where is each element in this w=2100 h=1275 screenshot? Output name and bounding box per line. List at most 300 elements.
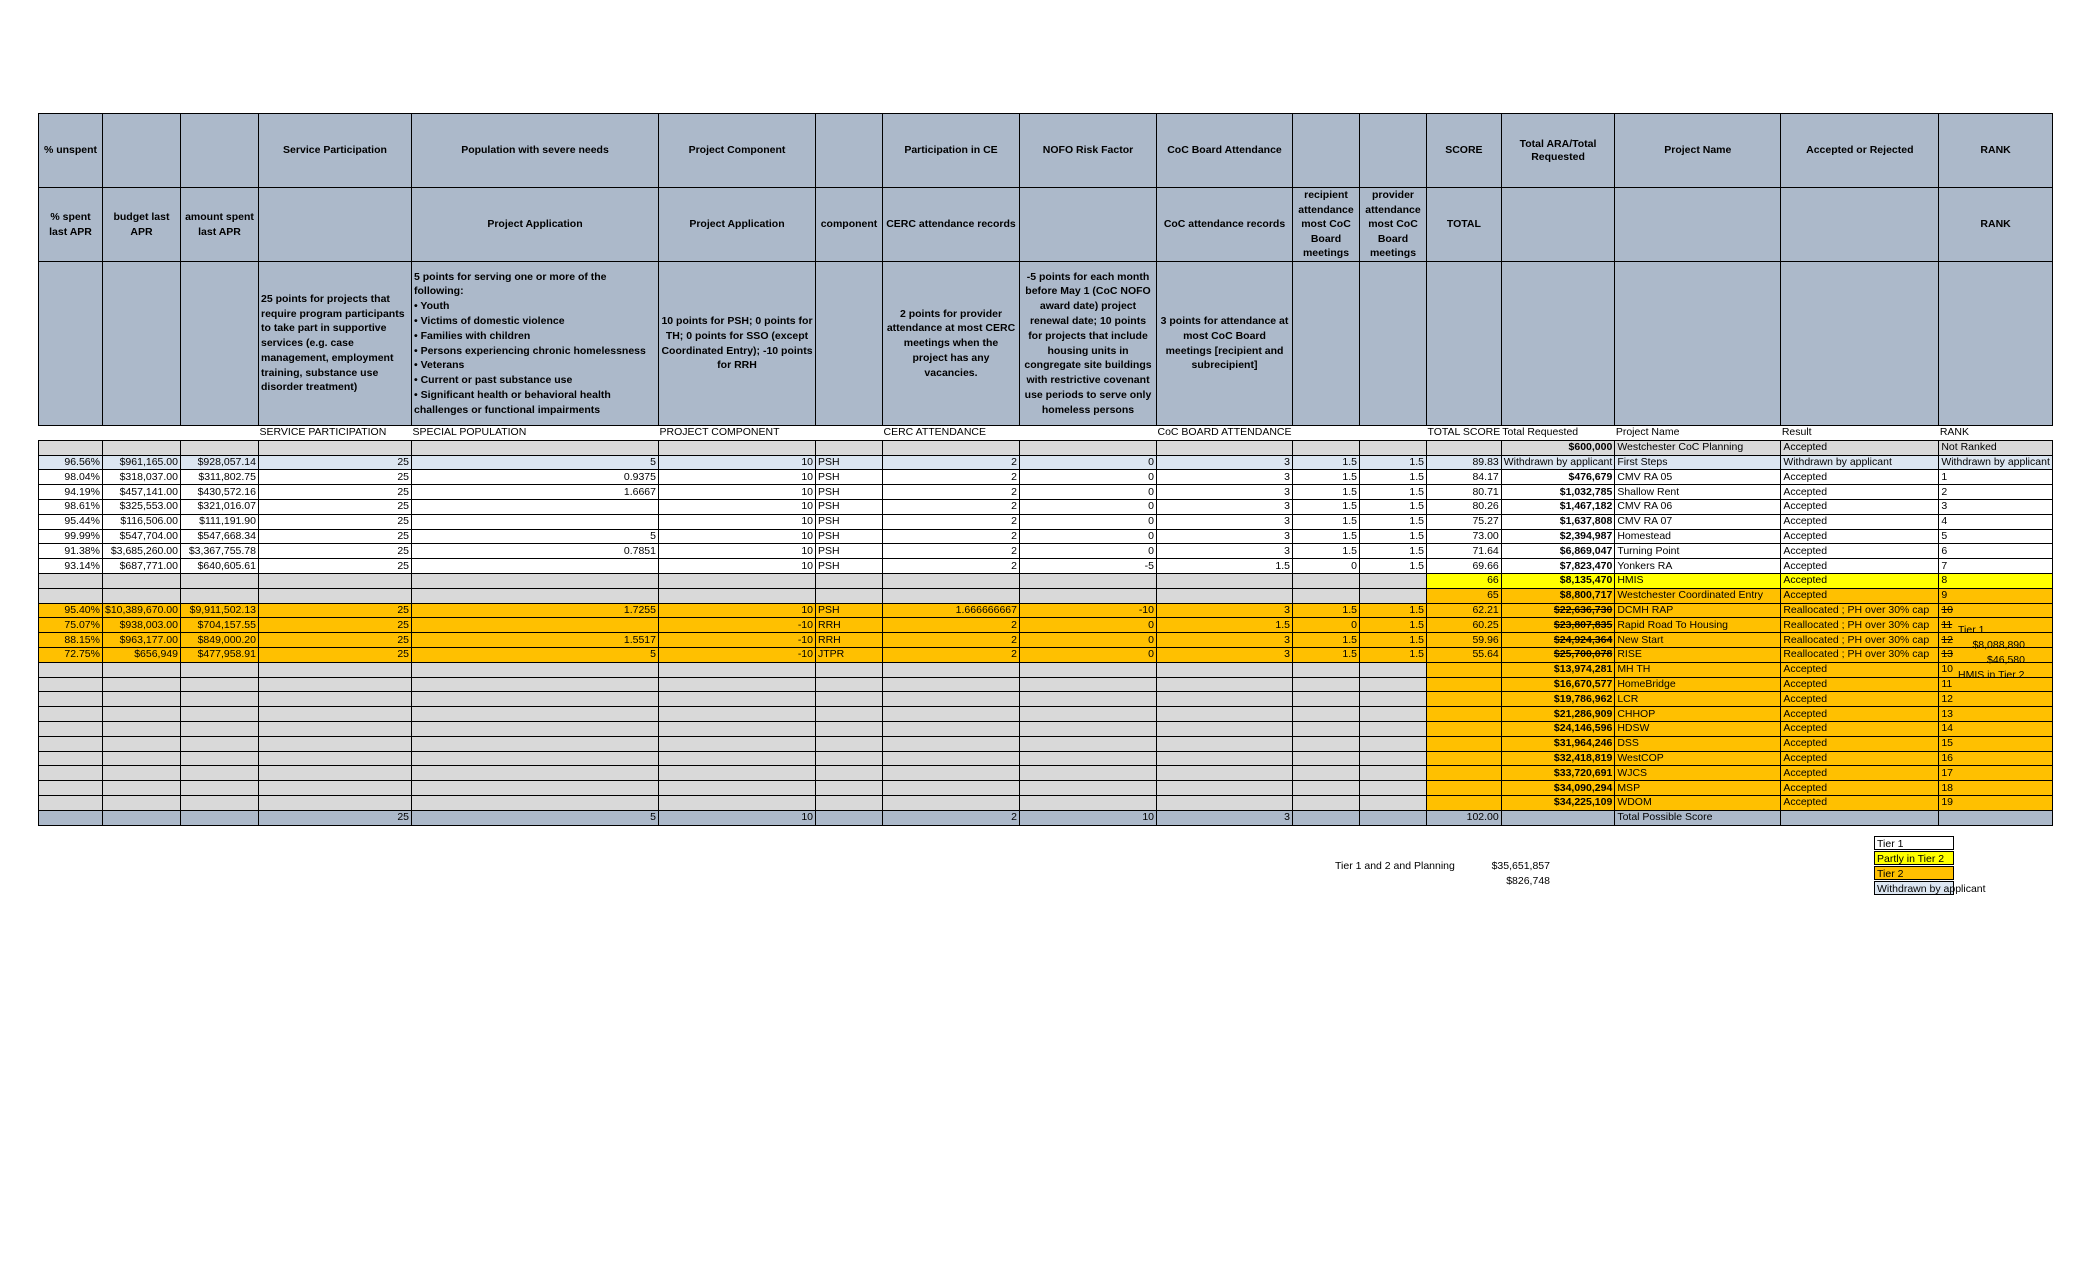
summary-label: Tier 1 and 2 and Planning	[1335, 860, 1455, 872]
table-cell: 98.61%	[39, 499, 103, 514]
table-cell	[181, 573, 259, 588]
table-cell: 10	[659, 455, 816, 470]
table-cell	[412, 781, 659, 796]
subheader-cell: provider attendance most CoC Board meetings	[1360, 188, 1427, 262]
header-cell	[181, 114, 259, 188]
table-cell: PSH	[816, 470, 883, 485]
table-row	[39, 692, 2053, 707]
table-cell	[816, 677, 883, 692]
table-cell	[259, 707, 412, 722]
table-row	[39, 766, 2053, 781]
tier1-amount: $8,088,890	[1972, 639, 2025, 651]
subheader-cell: component	[816, 188, 883, 262]
table-cell: HMIS	[1615, 573, 1781, 588]
table-cell: WJCS	[1615, 766, 1781, 781]
table-cell	[1360, 781, 1427, 796]
table-cell: Reallocated ; PH over 30% cap	[1781, 603, 1939, 618]
table-cell	[1020, 751, 1157, 766]
table-cell	[103, 677, 181, 692]
table-cell: 3	[1157, 647, 1293, 662]
table-cell: $6,869,047	[1501, 544, 1615, 559]
table-cell: 12	[1939, 692, 2053, 707]
table-cell	[1360, 573, 1427, 588]
table-cell	[259, 795, 412, 810]
table-cell: 1.5	[1293, 485, 1360, 500]
table-cell: Accepted	[1781, 795, 1939, 810]
criteria-nofo: -5 points for each month before May 1 (CoC NOFO award date) project renewal date; 10 points for projects that include housing units in congregate site buildings with restrictive covenant use periods to serve only homeless persons	[1020, 262, 1157, 426]
table-cell: HomeBridge	[1615, 677, 1781, 692]
table-cell	[412, 440, 659, 455]
table-cell: 10	[659, 470, 816, 485]
table-cell: 10	[659, 559, 816, 574]
table-cell	[259, 766, 412, 781]
table-cell: -10	[659, 618, 816, 633]
table-cell: HDSW	[1615, 721, 1781, 736]
table-cell: Accepted	[1781, 692, 1939, 707]
table-cell	[1293, 692, 1360, 707]
table-cell: $476,679	[1501, 470, 1615, 485]
table-cell	[412, 559, 659, 574]
table-cell	[1020, 707, 1157, 722]
table-cell: 1.5	[1293, 647, 1360, 662]
table-cell: New Start	[1615, 633, 1781, 648]
table-cell: 55.64	[1427, 647, 1502, 662]
table-cell: 1.5	[1360, 514, 1427, 529]
table-cell	[1427, 677, 1502, 692]
table-cell: Homestead	[1615, 529, 1781, 544]
table-row	[39, 618, 2053, 633]
table-cell: 11	[1939, 677, 2053, 692]
table-cell	[816, 692, 883, 707]
column-label	[1360, 426, 1427, 441]
table-cell	[259, 781, 412, 796]
table-cell: 3	[1157, 603, 1293, 618]
table-cell	[1020, 736, 1157, 751]
table-cell	[412, 751, 659, 766]
table-cell: 10	[659, 810, 816, 825]
header-row-categories	[39, 114, 2053, 188]
table-cell	[412, 662, 659, 677]
table-row	[39, 470, 2053, 485]
table-cell	[1293, 766, 1360, 781]
table-cell	[103, 692, 181, 707]
table-cell: PSH	[816, 603, 883, 618]
table-row	[39, 514, 2053, 529]
table-cell: 1.5	[1293, 499, 1360, 514]
table-cell	[1157, 781, 1293, 796]
column-label	[1020, 426, 1157, 441]
table-cell	[39, 573, 103, 588]
table-cell	[659, 707, 816, 722]
table-cell: Not Ranked	[1939, 440, 2053, 455]
table-cell	[1360, 766, 1427, 781]
table-cell	[39, 588, 103, 603]
table-cell: Accepted	[1781, 440, 1939, 455]
table-row	[39, 751, 2053, 766]
table-cell: RRH	[816, 618, 883, 633]
ranking-spreadsheet	[38, 113, 2053, 826]
table-cell: 2	[883, 544, 1020, 559]
column-label: Result	[1781, 426, 1939, 441]
table-cell: WestCOP	[1615, 751, 1781, 766]
table-cell	[1360, 440, 1427, 455]
table-cell: 5	[412, 810, 659, 825]
column-label	[181, 426, 259, 441]
header-cell	[816, 114, 883, 188]
table-cell: 60.25	[1427, 618, 1502, 633]
table-cell: 25	[259, 499, 412, 514]
table-cell	[1020, 440, 1157, 455]
table-cell: PSH	[816, 529, 883, 544]
table-cell	[1427, 692, 1502, 707]
table-cell: 13	[1939, 707, 2053, 722]
table-cell	[816, 707, 883, 722]
table-cell: $8,800,717	[1501, 588, 1615, 603]
table-cell	[103, 707, 181, 722]
table-cell	[659, 795, 816, 810]
table-cell: 17	[1939, 766, 2053, 781]
table-cell: $938,003.00	[103, 618, 181, 633]
table-cell: 65	[1427, 588, 1502, 603]
table-cell: 6	[1939, 544, 2053, 559]
criteria-population-intro: 5 points for serving one or more of the following:	[414, 270, 607, 298]
table-cell: 3	[1157, 455, 1293, 470]
table-cell: 25	[259, 633, 412, 648]
column-label: SPECIAL POPULATION	[412, 426, 659, 441]
table-cell: 1.5	[1293, 470, 1360, 485]
table-cell: $430,572.16	[181, 485, 259, 500]
table-cell: 0.9375	[412, 470, 659, 485]
table-cell: Turning Point	[1615, 544, 1781, 559]
table-cell	[1020, 573, 1157, 588]
table-cell	[883, 795, 1020, 810]
table-cell	[816, 573, 883, 588]
table-cell	[412, 692, 659, 707]
table-cell: Accepted	[1781, 751, 1939, 766]
header-cell: NOFO Risk Factor	[1020, 114, 1157, 188]
table-cell: 5	[1939, 529, 2053, 544]
table-row	[39, 544, 2053, 559]
table-cell	[412, 499, 659, 514]
table-cell	[816, 810, 883, 825]
table-cell: $25,700,078	[1501, 647, 1615, 662]
table-cell: $656,949	[103, 647, 181, 662]
table-cell: RRH	[816, 633, 883, 648]
table-cell: 1.5	[1360, 603, 1427, 618]
table-cell: Accepted	[1781, 470, 1939, 485]
table-cell: 25	[259, 544, 412, 559]
table-cell	[412, 588, 659, 603]
table-cell	[39, 707, 103, 722]
population-item: • Persons experiencing chronic homelessness	[414, 344, 646, 357]
table-cell: CMV RA 07	[1615, 514, 1781, 529]
table-cell: 25	[259, 647, 412, 662]
summary-amount2: $826,748	[1506, 875, 1550, 887]
table-cell: PSH	[816, 499, 883, 514]
header-cell: Participation in CE	[883, 114, 1020, 188]
table-cell: Accepted	[1781, 662, 1939, 677]
table-cell	[181, 766, 259, 781]
table-cell: DCMH RAP	[1615, 603, 1781, 618]
table-cell	[1020, 781, 1157, 796]
population-item: • Families with children	[414, 329, 531, 342]
table-cell: Accepted	[1781, 499, 1939, 514]
table-cell: $849,000.20	[181, 633, 259, 648]
subheader-cell: RANK	[1939, 188, 2053, 262]
table-cell: 2	[883, 810, 1020, 825]
table-cell: $325,553.00	[103, 499, 181, 514]
table-cell: $640,605.61	[181, 559, 259, 574]
table-cell: 3	[1157, 544, 1293, 559]
table-cell: 3	[1157, 810, 1293, 825]
table-cell: -5	[1020, 559, 1157, 574]
table-cell: $1,032,785	[1501, 485, 1615, 500]
table-cell: $3,367,755.78	[181, 544, 259, 559]
criteria-population	[412, 262, 659, 426]
table-cell: Reallocated ; PH over 30% cap	[1781, 647, 1939, 662]
table-cell	[1293, 707, 1360, 722]
table-cell	[39, 677, 103, 692]
table-row	[39, 485, 2053, 500]
population-item: • Current or past substance use	[414, 374, 573, 387]
table-cell: 1	[1939, 470, 2053, 485]
table-cell: Total Possible Score	[1615, 810, 1781, 825]
table-cell: $34,090,294	[1501, 781, 1615, 796]
table-cell	[103, 781, 181, 796]
table-cell	[259, 662, 412, 677]
subheader-cell: amount spent last APR	[181, 188, 259, 262]
column-label: RANK	[1939, 426, 2053, 441]
table-cell	[1427, 440, 1502, 455]
table-cell	[412, 736, 659, 751]
table-cell: 15	[1939, 736, 2053, 751]
table-cell	[1020, 692, 1157, 707]
table-cell: PSH	[816, 544, 883, 559]
table-cell: 80.26	[1427, 499, 1502, 514]
column-label: PROJECT COMPONENT	[659, 426, 816, 441]
table-cell: 2	[1939, 485, 2053, 500]
table-cell	[1293, 721, 1360, 736]
table-cell	[883, 677, 1020, 692]
table-cell: 95.44%	[39, 514, 103, 529]
table-row	[39, 559, 2053, 574]
table-cell: Accepted	[1781, 707, 1939, 722]
table-cell: 3	[1157, 470, 1293, 485]
table-cell	[259, 588, 412, 603]
table-cell	[412, 573, 659, 588]
table-cell: 18	[1939, 781, 2053, 796]
table-cell: 16	[1939, 751, 2053, 766]
criteria-population-list	[414, 299, 656, 417]
table-cell: WDOM	[1615, 795, 1781, 810]
table-cell: MH TH	[1615, 662, 1781, 677]
table-cell	[181, 588, 259, 603]
header-cell: Project Name	[1615, 114, 1781, 188]
population-item: • Youth	[414, 300, 450, 313]
column-label-row	[39, 426, 2053, 441]
table-cell: $477,958.91	[181, 647, 259, 662]
table-cell	[259, 573, 412, 588]
table-cell: Westchester Coordinated Entry	[1615, 588, 1781, 603]
table-cell: 0	[1020, 544, 1157, 559]
table-cell: 1.6667	[412, 485, 659, 500]
table-cell	[1427, 781, 1502, 796]
table-cell: Accepted	[1781, 485, 1939, 500]
header-cell	[1360, 114, 1427, 188]
header-cell	[103, 114, 181, 188]
table-cell: 62.21	[1427, 603, 1502, 618]
legend-item: Tier 2	[1874, 866, 1954, 880]
table-cell	[883, 751, 1020, 766]
table-cell	[1360, 736, 1427, 751]
criteria-component: 10 points for PSH; 0 points for TH; 0 points for SSO (except Coordinated Entry); -10 points for RRH	[659, 262, 816, 426]
table-cell: PSH	[816, 514, 883, 529]
subheader-cell: CERC attendance records	[883, 188, 1020, 262]
table-cell: 10	[659, 499, 816, 514]
table-cell: Westchester CoC Planning	[1615, 440, 1781, 455]
table-cell	[1020, 766, 1157, 781]
table-cell: 93.14%	[39, 559, 103, 574]
table-cell: 69.66	[1427, 559, 1502, 574]
tier1-note: Tier 1	[1958, 624, 1985, 636]
table-cell: 14	[1939, 721, 2053, 736]
table-cell: $547,668.34	[181, 529, 259, 544]
table-cell: $7,823,470	[1501, 559, 1615, 574]
table-cell	[816, 588, 883, 603]
table-cell: 96.56%	[39, 455, 103, 470]
table-cell: $2,394,987	[1501, 529, 1615, 544]
table-cell	[1427, 766, 1502, 781]
table-cell: 2	[883, 559, 1020, 574]
table-cell: 10	[659, 485, 816, 500]
table-cell	[816, 766, 883, 781]
table-cell	[1360, 692, 1427, 707]
table-cell: $704,157.55	[181, 618, 259, 633]
table-cell: LCR	[1615, 692, 1781, 707]
table-cell: PSH	[816, 455, 883, 470]
table-cell: 3	[1157, 485, 1293, 500]
table-row	[39, 603, 2053, 618]
table-cell	[1157, 677, 1293, 692]
table-cell	[39, 751, 103, 766]
table-cell: $963,177.00	[103, 633, 181, 648]
table-cell: 1.5	[1157, 618, 1293, 633]
table-cell	[1427, 707, 1502, 722]
column-label: Project Name	[1615, 426, 1781, 441]
table-cell	[259, 751, 412, 766]
table-cell: 2	[883, 470, 1020, 485]
column-label	[39, 426, 103, 441]
table-cell	[1360, 810, 1427, 825]
table-cell: 2	[883, 529, 1020, 544]
table-cell: $928,057.14	[181, 455, 259, 470]
table-cell	[1501, 810, 1615, 825]
table-cell	[103, 588, 181, 603]
table-cell	[1427, 721, 1502, 736]
table-cell: 80.71	[1427, 485, 1502, 500]
table-cell: 25	[259, 514, 412, 529]
legend-item: Withdrawn by applicant	[1874, 881, 1954, 895]
table-cell: 1.5517	[412, 633, 659, 648]
table-cell	[103, 573, 181, 588]
table-cell	[181, 810, 259, 825]
table-cell: PSH	[816, 485, 883, 500]
table-cell	[103, 662, 181, 677]
table-cell	[1020, 588, 1157, 603]
table-cell	[883, 440, 1020, 455]
table-cell	[259, 721, 412, 736]
table-cell: CMV RA 06	[1615, 499, 1781, 514]
table-cell: 72.75%	[39, 647, 103, 662]
table-cell	[659, 588, 816, 603]
table-cell: $321,016.07	[181, 499, 259, 514]
table-cell	[1293, 795, 1360, 810]
table-cell	[816, 736, 883, 751]
table-cell	[1157, 692, 1293, 707]
table-cell: 2	[883, 499, 1020, 514]
table-cell: 95.40%	[39, 603, 103, 618]
header-cell	[1293, 114, 1360, 188]
table-cell: $1,637,808	[1501, 514, 1615, 529]
table-row	[39, 499, 2053, 514]
subheader-cell: TOTAL	[1427, 188, 1502, 262]
table-cell	[39, 692, 103, 707]
table-cell: 0	[1020, 514, 1157, 529]
table-row	[39, 810, 2053, 825]
table-cell: DSS	[1615, 736, 1781, 751]
table-cell: Withdrawn by applicant	[1939, 455, 2053, 470]
table-cell: $687,771.00	[103, 559, 181, 574]
table-cell: $16,670,577	[1501, 677, 1615, 692]
table-cell: 3	[1157, 514, 1293, 529]
table-cell	[259, 736, 412, 751]
population-item: • Significant health or behavioral health challenges or functional impairments	[414, 388, 611, 416]
table-cell	[1020, 795, 1157, 810]
table-cell: 102.00	[1427, 810, 1502, 825]
table-cell	[659, 692, 816, 707]
table-cell: $318,037.00	[103, 470, 181, 485]
subheader-cell: Project Application	[412, 188, 659, 262]
table-cell: 3	[1157, 499, 1293, 514]
subheader-cell	[259, 188, 412, 262]
population-item: • Victims of domestic violence	[414, 314, 565, 327]
header-cell: Service Participation	[259, 114, 412, 188]
table-cell	[1293, 573, 1360, 588]
table-cell: 9	[1939, 588, 2053, 603]
table-cell	[816, 662, 883, 677]
table-cell	[1427, 736, 1502, 751]
table-cell	[1157, 440, 1293, 455]
table-cell	[1427, 662, 1502, 677]
table-cell	[883, 707, 1020, 722]
table-cell	[883, 766, 1020, 781]
table-cell: 1.5	[1360, 618, 1427, 633]
table-cell: CMV RA 05	[1615, 470, 1781, 485]
table-cell	[181, 795, 259, 810]
table-cell	[412, 514, 659, 529]
table-cell: Accepted	[1781, 766, 1939, 781]
table-cell	[181, 440, 259, 455]
table-cell: 4	[1939, 514, 2053, 529]
table-cell: 1.5	[1293, 603, 1360, 618]
population-item: • Veterans	[414, 359, 465, 372]
table-row	[39, 707, 2053, 722]
table-cell	[39, 736, 103, 751]
table-cell: Accepted	[1781, 573, 1939, 588]
table-cell	[1360, 751, 1427, 766]
table-cell: RISE	[1615, 647, 1781, 662]
table-cell	[1360, 662, 1427, 677]
